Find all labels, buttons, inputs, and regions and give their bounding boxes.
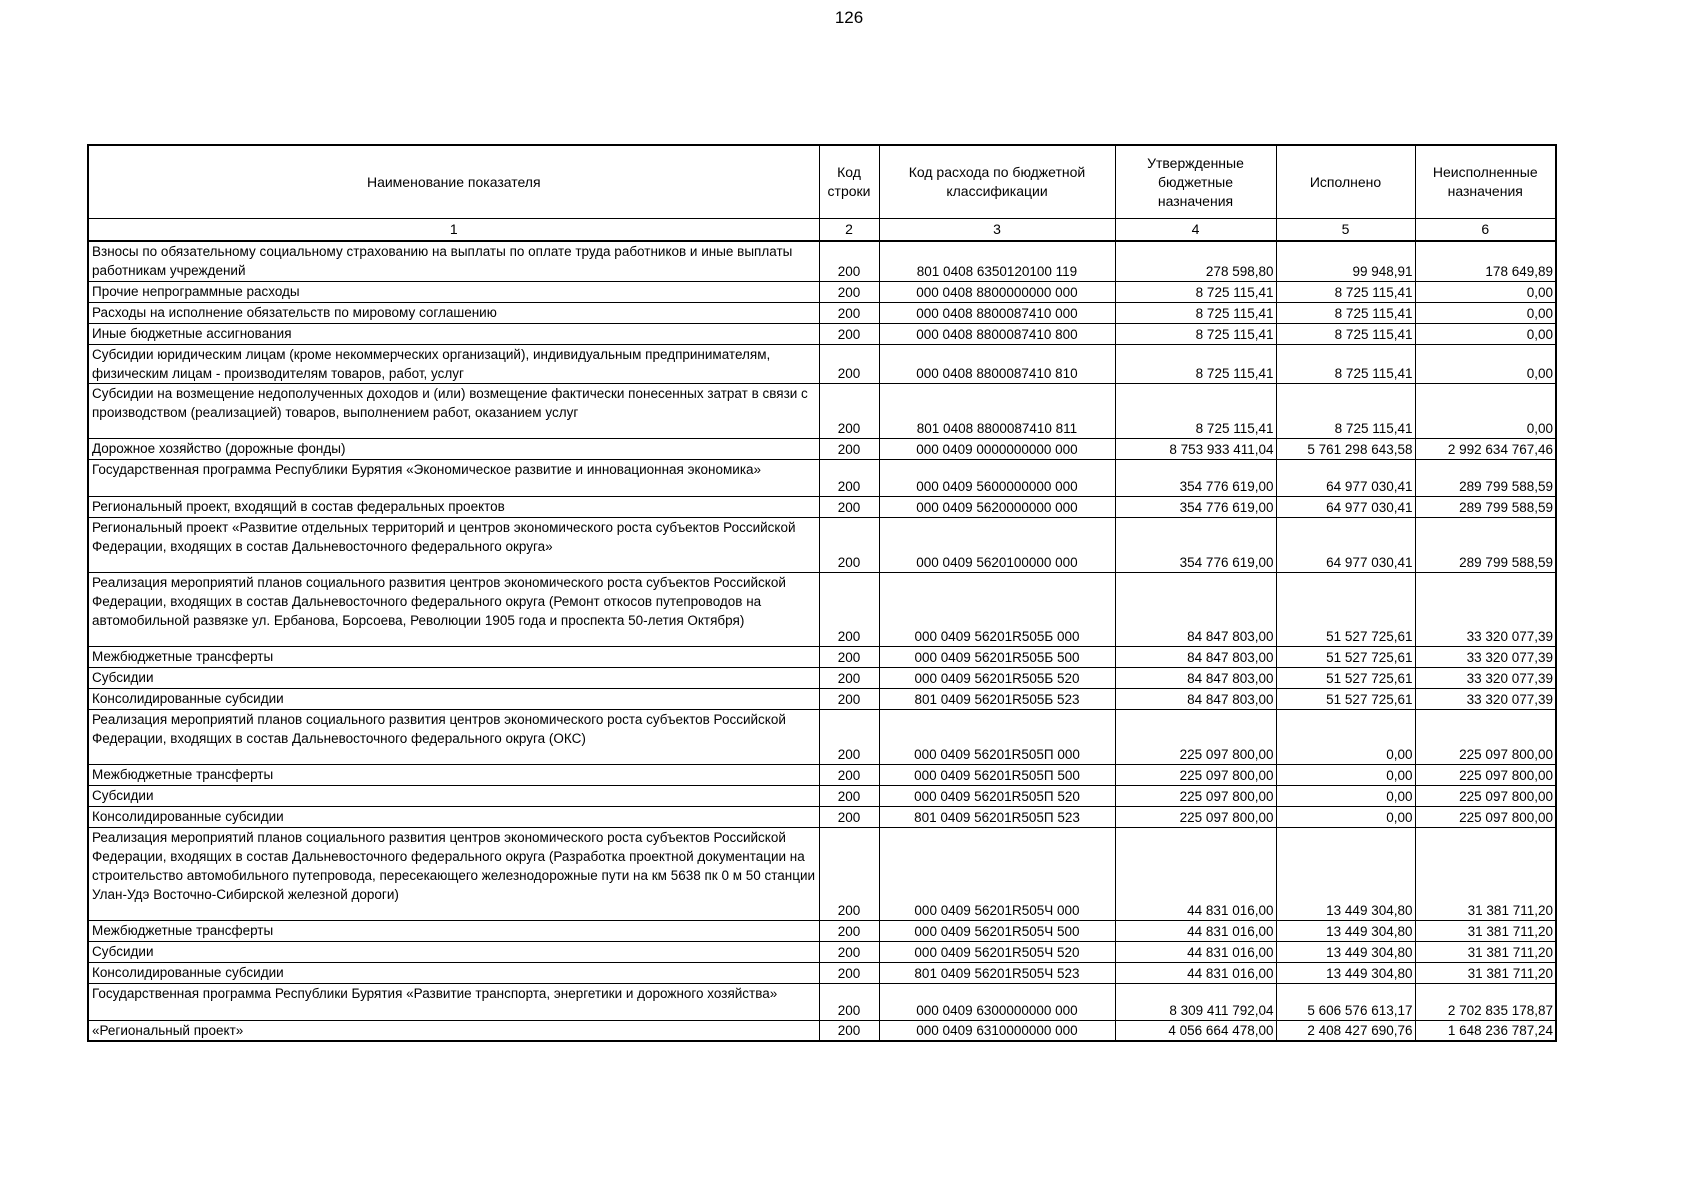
row-line-code: 200	[819, 459, 879, 496]
row-budget-code: 000 0408 8800087410 000	[879, 302, 1115, 323]
table-row	[88, 459, 1556, 496]
row-unexecuted: 225 097 800,00	[1415, 806, 1556, 827]
table-row	[88, 646, 1556, 667]
row-approved: 354 776 619,00	[1115, 496, 1276, 517]
table-body	[88, 241, 1556, 1041]
row-executed: 13 449 304,80	[1276, 920, 1415, 941]
row-line-code: 200	[819, 496, 879, 517]
row-unexecuted: 0,00	[1415, 281, 1556, 302]
row-line-code: 200	[819, 517, 879, 572]
row-budget-code: 000 0408 8800087410 810	[879, 344, 1115, 383]
table-row	[88, 241, 1556, 281]
row-line-code: 200	[819, 827, 879, 920]
row-approved: 8 725 115,41	[1115, 281, 1276, 302]
row-line-code: 200	[819, 572, 879, 646]
row-approved: 8 725 115,41	[1115, 344, 1276, 383]
row-budget-code: 801 0408 8800087410 811	[879, 383, 1115, 438]
table-row	[88, 667, 1556, 688]
row-line-code: 200	[819, 688, 879, 709]
row-budget-code: 000 0408 8800087410 800	[879, 323, 1115, 344]
row-unexecuted: 33 320 077,39	[1415, 646, 1556, 667]
row-approved: 84 847 803,00	[1115, 572, 1276, 646]
row-name: Консолидированные субсидии	[88, 688, 819, 709]
row-name: Субсидии юридическим лицам (кроме некоммерческих организаций), индивидуальным предпринимателям, физическим лицам - производителям товаров, работ, услуг	[88, 344, 819, 383]
row-line-code: 200	[819, 383, 879, 438]
row-approved: 44 831 016,00	[1115, 962, 1276, 983]
row-line-code: 200	[819, 281, 879, 302]
row-name: Региональный проект «Развитие отдельных территорий и центров экономического роста субъектов Российской Федерации, входящих в состав Дальневосточного федерального округа»	[88, 517, 819, 572]
row-executed: 8 725 115,41	[1276, 302, 1415, 323]
table-row	[88, 517, 1556, 572]
row-unexecuted: 31 381 711,20	[1415, 941, 1556, 962]
row-name: Межбюджетные трансферты	[88, 764, 819, 785]
row-unexecuted: 225 097 800,00	[1415, 764, 1556, 785]
row-budget-code: 000 0409 6310000000 000	[879, 1020, 1115, 1041]
row-approved: 4 056 664 478,00	[1115, 1020, 1276, 1041]
row-unexecuted: 178 649,89	[1415, 241, 1556, 281]
header-executed: Исполнено	[1276, 145, 1415, 219]
row-unexecuted: 31 381 711,20	[1415, 920, 1556, 941]
row-approved: 84 847 803,00	[1115, 667, 1276, 688]
row-line-code: 200	[819, 941, 879, 962]
row-name: Субсидии на возмещение недополученных доходов и (или) возмещение фактически понесенных затрат в связи с производством (реализацией) товаров, выполнением работ, оказанием услуг	[88, 383, 819, 438]
row-unexecuted: 0,00	[1415, 323, 1556, 344]
column-number-row	[88, 219, 1556, 242]
row-name: Государственная программа Республики Бурятия «Развитие транспорта, энергетики и дорожного хозяйства»	[88, 983, 819, 1020]
row-executed: 8 725 115,41	[1276, 344, 1415, 383]
row-line-code: 200	[819, 323, 879, 344]
row-executed: 0,00	[1276, 785, 1415, 806]
row-line-code: 200	[819, 438, 879, 459]
row-name: Межбюджетные трансферты	[88, 920, 819, 941]
table-row	[88, 323, 1556, 344]
row-approved: 44 831 016,00	[1115, 941, 1276, 962]
row-approved: 8 725 115,41	[1115, 302, 1276, 323]
row-executed: 13 449 304,80	[1276, 827, 1415, 920]
row-name: Региональный проект, входящий в состав федеральных проектов	[88, 496, 819, 517]
table-row	[88, 764, 1556, 785]
row-executed: 8 725 115,41	[1276, 281, 1415, 302]
row-budget-code: 000 0409 5620100000 000	[879, 517, 1115, 572]
table-row	[88, 962, 1556, 983]
table-row	[88, 344, 1556, 383]
row-budget-code: 801 0409 56201R505Б 523	[879, 688, 1115, 709]
row-unexecuted: 31 381 711,20	[1415, 962, 1556, 983]
row-unexecuted: 225 097 800,00	[1415, 709, 1556, 764]
row-approved: 8 725 115,41	[1115, 323, 1276, 344]
row-name: Межбюджетные трансферты	[88, 646, 819, 667]
row-approved: 84 847 803,00	[1115, 646, 1276, 667]
row-unexecuted: 0,00	[1415, 383, 1556, 438]
row-approved: 225 097 800,00	[1115, 806, 1276, 827]
row-executed: 51 527 725,61	[1276, 572, 1415, 646]
row-budget-code: 000 0409 56201R505Б 500	[879, 646, 1115, 667]
header-row	[88, 145, 1556, 219]
row-approved: 84 847 803,00	[1115, 688, 1276, 709]
row-executed: 51 527 725,61	[1276, 688, 1415, 709]
row-executed: 99 948,91	[1276, 241, 1415, 281]
row-approved: 354 776 619,00	[1115, 517, 1276, 572]
row-name: Субсидии	[88, 785, 819, 806]
row-name: «Региональный проект»	[88, 1020, 819, 1041]
row-line-code: 200	[819, 983, 879, 1020]
row-name: Прочие непрограммные расходы	[88, 281, 819, 302]
table-row	[88, 827, 1556, 920]
row-unexecuted: 0,00	[1415, 344, 1556, 383]
row-executed: 0,00	[1276, 806, 1415, 827]
row-line-code: 200	[819, 1020, 879, 1041]
row-unexecuted: 33 320 077,39	[1415, 667, 1556, 688]
table-row	[88, 281, 1556, 302]
row-approved: 354 776 619,00	[1115, 459, 1276, 496]
column-number: 2	[819, 219, 879, 242]
table-row	[88, 572, 1556, 646]
row-executed: 8 725 115,41	[1276, 383, 1415, 438]
row-executed: 51 527 725,61	[1276, 667, 1415, 688]
row-approved: 225 097 800,00	[1115, 764, 1276, 785]
row-budget-code: 000 0409 56201R505П 500	[879, 764, 1115, 785]
row-approved: 8 753 933 411,04	[1115, 438, 1276, 459]
row-approved: 278 598,80	[1115, 241, 1276, 281]
row-line-code: 200	[819, 785, 879, 806]
row-budget-code: 000 0409 56201R505П 000	[879, 709, 1115, 764]
row-name: Взносы по обязательному социальному страхованию на выплаты по оплате труда работников и иные выплаты работникам учреждений	[88, 241, 819, 281]
row-name: Дорожное хозяйство (дорожные фонды)	[88, 438, 819, 459]
row-budget-code: 000 0409 56201R505Б 000	[879, 572, 1115, 646]
header-line-code: Код строки	[819, 145, 879, 219]
row-unexecuted: 31 381 711,20	[1415, 827, 1556, 920]
table-row	[88, 806, 1556, 827]
row-line-code: 200	[819, 667, 879, 688]
table-row	[88, 383, 1556, 438]
row-executed: 5 761 298 643,58	[1276, 438, 1415, 459]
row-budget-code: 000 0409 56201R505Б 520	[879, 667, 1115, 688]
header-budget-code: Код расхода по бюджетной классификации	[879, 145, 1115, 219]
row-budget-code: 000 0409 5620000000 000	[879, 496, 1115, 517]
row-executed: 5 606 576 613,17	[1276, 983, 1415, 1020]
row-budget-code: 000 0409 56201R505П 520	[879, 785, 1115, 806]
row-approved: 44 831 016,00	[1115, 827, 1276, 920]
table-row	[88, 1020, 1556, 1041]
row-name: Реализация мероприятий планов социального развития центров экономического роста субъектов Российской Федерации, входящих в состав Дальневосточного федерального округа (ОКС)	[88, 709, 819, 764]
row-line-code: 200	[819, 241, 879, 281]
row-executed: 13 449 304,80	[1276, 941, 1415, 962]
row-line-code: 200	[819, 920, 879, 941]
table-row	[88, 983, 1556, 1020]
row-budget-code: 000 0409 6300000000 000	[879, 983, 1115, 1020]
row-line-code: 200	[819, 962, 879, 983]
row-name: Иные бюджетные ассигнования	[88, 323, 819, 344]
row-name: Государственная программа Республики Бурятия «Экономическое развитие и инновационная экономика»	[88, 459, 819, 496]
column-number: 1	[88, 219, 819, 242]
header-name: Наименование показателя	[88, 145, 819, 219]
row-executed: 64 977 030,41	[1276, 459, 1415, 496]
table-row	[88, 302, 1556, 323]
row-name: Консолидированные субсидии	[88, 806, 819, 827]
row-unexecuted: 33 320 077,39	[1415, 572, 1556, 646]
row-approved: 8 309 411 792,04	[1115, 983, 1276, 1020]
row-budget-code: 000 0408 8800000000 000	[879, 281, 1115, 302]
row-approved: 225 097 800,00	[1115, 785, 1276, 806]
row-unexecuted: 289 799 588,59	[1415, 517, 1556, 572]
table-row	[88, 920, 1556, 941]
table-row	[88, 709, 1556, 764]
row-approved: 225 097 800,00	[1115, 709, 1276, 764]
row-unexecuted: 2 702 835 178,87	[1415, 983, 1556, 1020]
row-unexecuted: 289 799 588,59	[1415, 459, 1556, 496]
row-executed: 51 527 725,61	[1276, 646, 1415, 667]
row-approved: 8 725 115,41	[1115, 383, 1276, 438]
row-budget-code: 801 0409 56201R505П 523	[879, 806, 1115, 827]
row-line-code: 200	[819, 806, 879, 827]
row-approved: 44 831 016,00	[1115, 920, 1276, 941]
row-executed: 8 725 115,41	[1276, 323, 1415, 344]
header-approved: Утвержденные бюджетные назначения	[1115, 145, 1276, 219]
row-budget-code: 000 0409 56201R505Ч 520	[879, 941, 1115, 962]
column-number: 5	[1276, 219, 1415, 242]
row-budget-code: 000 0409 0000000000 000	[879, 438, 1115, 459]
row-executed: 2 408 427 690,76	[1276, 1020, 1415, 1041]
table-row	[88, 785, 1556, 806]
row-line-code: 200	[819, 709, 879, 764]
row-name: Субсидии	[88, 941, 819, 962]
row-line-code: 200	[819, 646, 879, 667]
table-row	[88, 438, 1556, 459]
page-number: 126	[834, 8, 864, 27]
row-name: Реализация мероприятий планов социального развития центров экономического роста субъектов Российской Федерации, входящих в состав Дальневосточного федерального округа (Ремонт откосов путепроводов на автомобильной развязке ул. Ербанова, Борсоева, Революции 1905 года и проспекта 50-летия Октября)	[88, 572, 819, 646]
row-executed: 13 449 304,80	[1276, 962, 1415, 983]
column-number: 3	[879, 219, 1115, 242]
row-executed: 0,00	[1276, 709, 1415, 764]
row-unexecuted: 2 992 634 767,46	[1415, 438, 1556, 459]
row-executed: 64 977 030,41	[1276, 496, 1415, 517]
row-budget-code: 000 0409 5600000000 000	[879, 459, 1115, 496]
row-unexecuted: 0,00	[1415, 302, 1556, 323]
row-budget-code: 000 0409 56201R505Ч 500	[879, 920, 1115, 941]
row-name: Консолидированные субсидии	[88, 962, 819, 983]
row-unexecuted: 1 648 236 787,24	[1415, 1020, 1556, 1041]
row-line-code: 200	[819, 344, 879, 383]
row-unexecuted: 33 320 077,39	[1415, 688, 1556, 709]
row-name: Субсидии	[88, 667, 819, 688]
header-unexecuted: Неисполненные назначения	[1415, 145, 1556, 219]
table-row	[88, 688, 1556, 709]
row-executed: 64 977 030,41	[1276, 517, 1415, 572]
row-line-code: 200	[819, 764, 879, 785]
row-executed: 0,00	[1276, 764, 1415, 785]
budget-execution-table	[87, 144, 1557, 1042]
row-name: Реализация мероприятий планов социального развития центров экономического роста субъектов Российской Федерации, входящих в состав Дальневосточного федерального округа (Разработка проектной документации на строительство автомобильного путепровода, пересекающего железнодорожные пути на км 5638 пк 0 м 50 станции Улан-Удэ Восточно-Сибирской железной дороги)	[88, 827, 819, 920]
row-budget-code: 801 0408 6350120100 119	[879, 241, 1115, 281]
column-number: 4	[1115, 219, 1276, 242]
row-unexecuted: 225 097 800,00	[1415, 785, 1556, 806]
row-budget-code: 801 0409 56201R505Ч 523	[879, 962, 1115, 983]
row-name: Расходы на исполнение обязательств по мировому соглашению	[88, 302, 819, 323]
row-unexecuted: 289 799 588,59	[1415, 496, 1556, 517]
row-budget-code: 000 0409 56201R505Ч 000	[879, 827, 1115, 920]
row-line-code: 200	[819, 302, 879, 323]
table-row	[88, 496, 1556, 517]
column-number: 6	[1415, 219, 1556, 242]
table-row	[88, 941, 1556, 962]
